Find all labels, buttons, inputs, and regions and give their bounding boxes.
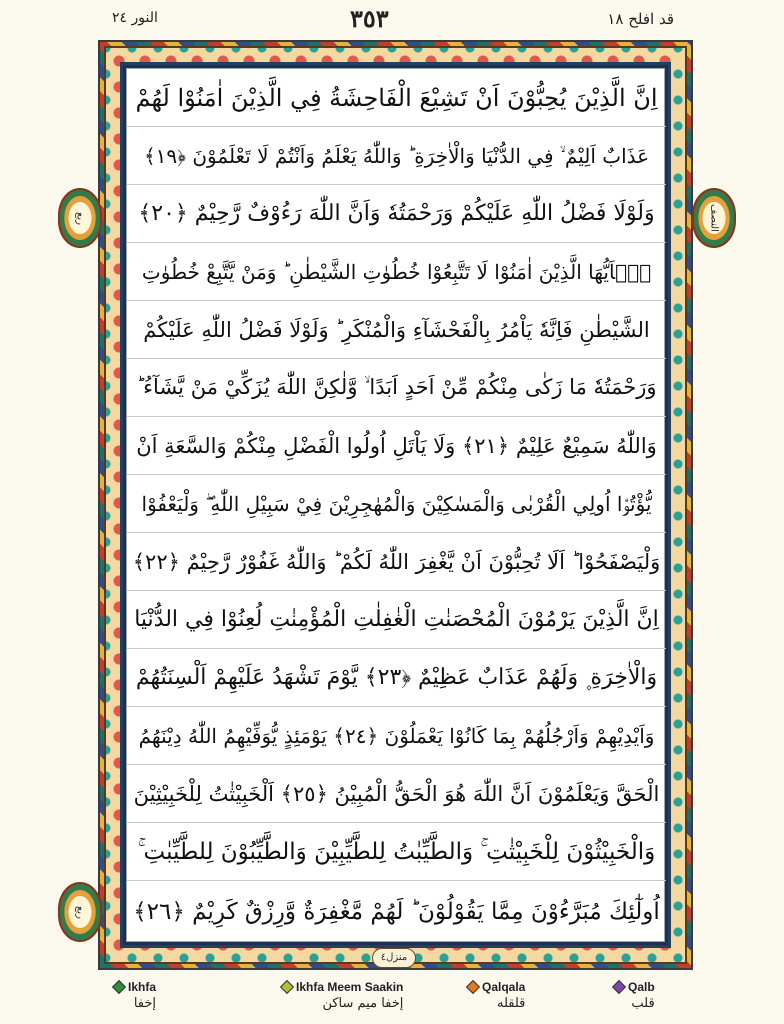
text-panel bbox=[126, 68, 665, 942]
verse-line-14: وَالْخَبِيْثُوْنَ لِلْخَبِيْثٰتِ ۚ وَالطَّيِّبٰتُ لِلطَّيِّبِيْنَ وَالطَّيِّبُوْنَ لِلطَّيِّبٰتِ ۚ bbox=[127, 823, 666, 881]
legend-qalqala bbox=[468, 980, 525, 1024]
legend-ar: إخفا ميم ساكن bbox=[322, 996, 404, 1011]
legend-ikhfa-meem bbox=[282, 980, 403, 1024]
verse-line-1: اِنَّ الَّذِيْنَ يُحِبُّوْنَ اَنْ تَشِيْعَ الْفَاحِشَةُ فِي الَّذِيْنَ اٰمَنُوْا لَهُمْ bbox=[127, 69, 666, 127]
page-number: ٣٥٣ bbox=[350, 4, 389, 33]
rub-marker-bottom: ربع bbox=[58, 882, 102, 942]
verse-line-11: وَالْاٰخِرَةِ ۪ وَلَهُمْ عَذَابٌ عَظِيْمٌ ﴿٢٣﴾ يَّوْمَ تَشْهَدُ عَلَيْهِمْ اَلْسِنَتُهُمْ bbox=[127, 649, 666, 707]
legend-en: Ikhfa bbox=[128, 980, 157, 994]
legend-en: Qalqala bbox=[482, 980, 526, 994]
verse-line-9: وَلْيَصْفَحُوْا ؕ اَلَا تُحِبُّوْنَ اَنْ يَّغْفِرَ اللّٰهُ لَكُمْ ؕ وَاللّٰهُ غَفُوْرٌ رَّحِيْمٌ ﴿٢٢﴾ bbox=[127, 533, 666, 591]
qalqala-swatch-icon bbox=[466, 980, 480, 994]
surah-label: النور ٢٤ bbox=[112, 10, 158, 26]
legend-en: Ikhfa Meem Saakin bbox=[296, 980, 404, 994]
verse-line-7: وَاللّٰهُ سَمِيْعٌ عَلِيْمٌ ﴿٢١﴾ وَلَا يَاْتَلِ اُولُوا الْفَضْلِ مِنْكُمْ وَالسَّعَةِ اَنْ bbox=[127, 417, 666, 475]
verse-lines bbox=[127, 69, 666, 943]
verse-line-4: يٰۤاَيُّهَا الَّذِيْنَ اٰمَنُوْا لَا تَتَّبِعُوْا خُطُوٰتِ الشَّيْطٰنِ ؕ وَمَنْ يَّتَّبِعْ خُطُوٰتِ bbox=[127, 243, 666, 301]
nisf-marker: النصف bbox=[692, 188, 736, 248]
verse-line-15: اُولٰٓئِكَ مُبَرَّءُوْنَ مِمَّا يَقُوْلُوْنَ ؕ لَهُمْ مَّغْفِرَةٌ وَّرِزْقٌ كَرِيْمٌ ﴿٢٦﴾ bbox=[133, 899, 660, 925]
verse-line-5: الشَّيْطٰنِ فَاِنَّهٗ يَاْمُرُ بِالْفَحْشَآءِ وَالْمُنْكَرِ ؕ وَلَوْلَا فَضْلُ اللّٰهِ عَلَيْكُمْ bbox=[127, 301, 666, 359]
verse-line-10: اِنَّ الَّذِيْنَ يَرْمُوْنَ الْمُحْصَنٰتِ الْغٰفِلٰتِ الْمُؤْمِنٰتِ لُعِنُوْا فِي الدُّنْيَا bbox=[127, 591, 666, 649]
page-header bbox=[0, 0, 784, 40]
verse-line-8: يُّؤْتُوْۤا اُولِي الْقُرْبٰى وَالْمَسٰكِيْنَ وَالْمُهٰجِرِيْنَ فِيْ سَبِيْلِ اللّٰهِ ۖ وَلْيَعْفُوْا bbox=[127, 475, 666, 533]
ikhfa-meem-swatch-icon bbox=[280, 980, 294, 994]
juz-label: قد افلح ١٨ bbox=[607, 10, 674, 28]
legend-ar: قلب bbox=[631, 996, 655, 1011]
legend-ikhfa bbox=[114, 980, 156, 1024]
qalb-swatch-icon bbox=[612, 980, 626, 994]
rub-marker-top: ربع bbox=[58, 188, 102, 248]
legend-en: Qalb bbox=[628, 980, 655, 994]
legend-ar: قلقله bbox=[496, 996, 526, 1011]
manzil-label: منزل٤ bbox=[372, 948, 416, 968]
tajweed-legend bbox=[0, 974, 784, 1024]
verse-line-13: الْحَقَّ وَيَعْلَمُوْنَ اَنَّ اللّٰهَ هُوَ الْحَقُّ الْمُبِيْنُ ﴿٢٥﴾ اَلْخَبِيْثٰتُ لِلْخَبِيْثِيْنَ bbox=[127, 765, 666, 823]
verse-line-3: وَلَوْلَا فَضْلُ اللّٰهِ عَلَيْكُمْ وَرَحْمَتُهٗ وَاَنَّ اللّٰهَ رَءُوْفٌ رَّحِيْمٌ ﴿٢٠﴾ bbox=[127, 185, 666, 243]
verse-line-12: وَاَيْدِيْهِمْ وَاَرْجُلُهُمْ بِمَا كَانُوْا يَعْمَلُوْنَ ﴿٢٤﴾ يَوْمَئِذٍ يُّوَفِّيْهِمُ اللّٰهُ دِيْنَهُمُ bbox=[127, 707, 666, 765]
verse-line-2: عَذَابٌ اَلِيْمٌ ۙ فِي الدُّنْيَا وَالْاٰخِرَةِ ؕ وَاللّٰهُ يَعْلَمُ وَاَنْتُمْ لَا تَعْلَمُوْنَ ﴿١٩﴾ bbox=[127, 127, 666, 185]
ikhfa-swatch-icon bbox=[112, 980, 126, 994]
legend-qalb bbox=[614, 980, 655, 1024]
legend-ar: إخفا bbox=[133, 996, 157, 1011]
verse-line-6: وَرَحْمَتُهٗ مَا زَكٰى مِنْكُمْ مِّنْ اَحَدٍ اَبَدًا ۙ وَّلٰكِنَّ اللّٰهَ يُزَكِّيْ مَنْ يَّشَآءُ ؕ bbox=[127, 359, 666, 417]
